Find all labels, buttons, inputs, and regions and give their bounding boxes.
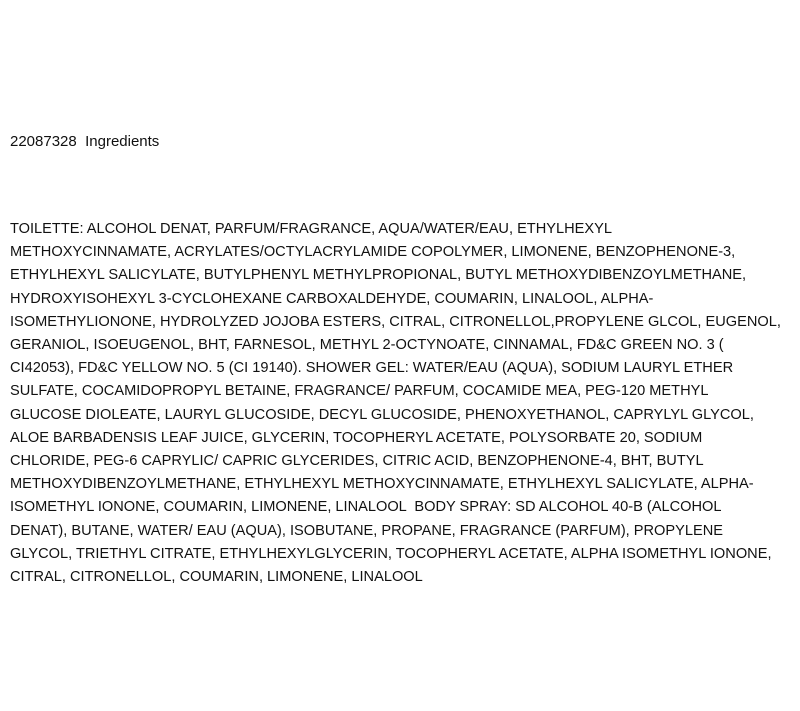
ingredient-line: ISOMETHYLIONONE, HYDROLYZED JOJOBA ESTERS, CITRAL, CITRONELLOL,PROPYLENE GLCOL, EUGENOL,: [10, 313, 781, 330]
ingredient-line: GLYCOL, TRIETHYL CITRATE, ETHYLHEXYLGLYCERIN, TOCOPHERYL ACETATE, ALPHA ISOMETHYL IONONE,: [10, 545, 772, 562]
ingredient-line: METHOXYCINNAMATE, ACRYLATES/OCTYLACRYLAMIDE COPOLYMER, LIMONENE, BENZOPHENONE-3,: [10, 244, 736, 261]
ingredients-paragraph: [10, 218, 790, 589]
ingredient-line: HYDROXYISOHEXYL 3-CYCLOHEXANE CARBOXALDEHYDE, COUMARIN, LINALOOL, ALPHA-: [10, 290, 654, 307]
ingredient-line: ETHYLHEXYL SALICYLATE, BUTYLPHENYL METHYLPROPIONAL, BUTYL METHOXYDIBENZOYLMETHANE,: [10, 267, 747, 284]
ingredient-line: ALOE BARBADENSIS LEAF JUICE, GLYCERIN, TOCOPHERYL ACETATE, POLYSORBATE 20, SODIUM: [10, 429, 703, 446]
ingredient-line: ISOMETHYL IONONE, COUMARIN, LIMONENE, LINALOOL BODY SPRAY: SD ALCOHOL 40-B (ALCOHOL: [10, 499, 722, 516]
ingredient-line: DENAT), BUTANE, WATER/ EAU (AQUA), ISOBUTANE, PROPANE, FRAGRANCE (PARFUM), PROPYLENE: [10, 522, 724, 539]
ingredient-line: CHLORIDE, PEG-6 CAPRYLIC/ CAPRIC GLYCERIDES, CITRIC ACID, BENZOPHENONE-4, BHT, BUTYL: [10, 453, 704, 470]
ingredient-line: GERANIOL, ISOEUGENOL, BHT, FARNESOL, METHYL 2-OCTYNOATE, CINNAMAL, FD&C GREEN NO. 3 (: [10, 337, 724, 354]
ingredient-line: GLUCOSE DIOLEATE, LAURYL GLUCOSIDE, DECYL GLUCOSIDE, PHENOXYETHANOL, CAPRYLYL GLYCOL,: [10, 406, 754, 423]
ingredient-line: METHOXYDIBENZOYLMETHANE, ETHYLHEXYL METHOXYCINNAMATE, ETHYLHEXYL SALICYLATE, ALPHA-: [10, 476, 754, 493]
heading-title: Ingredients: [85, 133, 160, 150]
ingredient-line: CI42053), FD&C YELLOW NO. 5 (CI 19140). SHOWER GEL: WATER/EAU (AQUA), SODIUM LAURYL ETHER: [10, 360, 734, 377]
product-code: 22087328: [10, 133, 77, 150]
document-heading: [10, 132, 159, 152]
ingredient-line: CITRAL, CITRONELLOL, COUMARIN, LIMONENE, LINALOOL: [10, 569, 423, 586]
ingredient-line: SULFATE, COCAMIDOPROPYL BETAINE, FRAGRANCE/ PARFUM, COCAMIDE MEA, PEG-120 METHYL: [10, 383, 709, 400]
ingredient-line: TOILETTE: ALCOHOL DENAT, PARFUM/FRAGRANCE, AQUA/WATER/EAU, ETHYLHEXYL: [10, 221, 612, 237]
